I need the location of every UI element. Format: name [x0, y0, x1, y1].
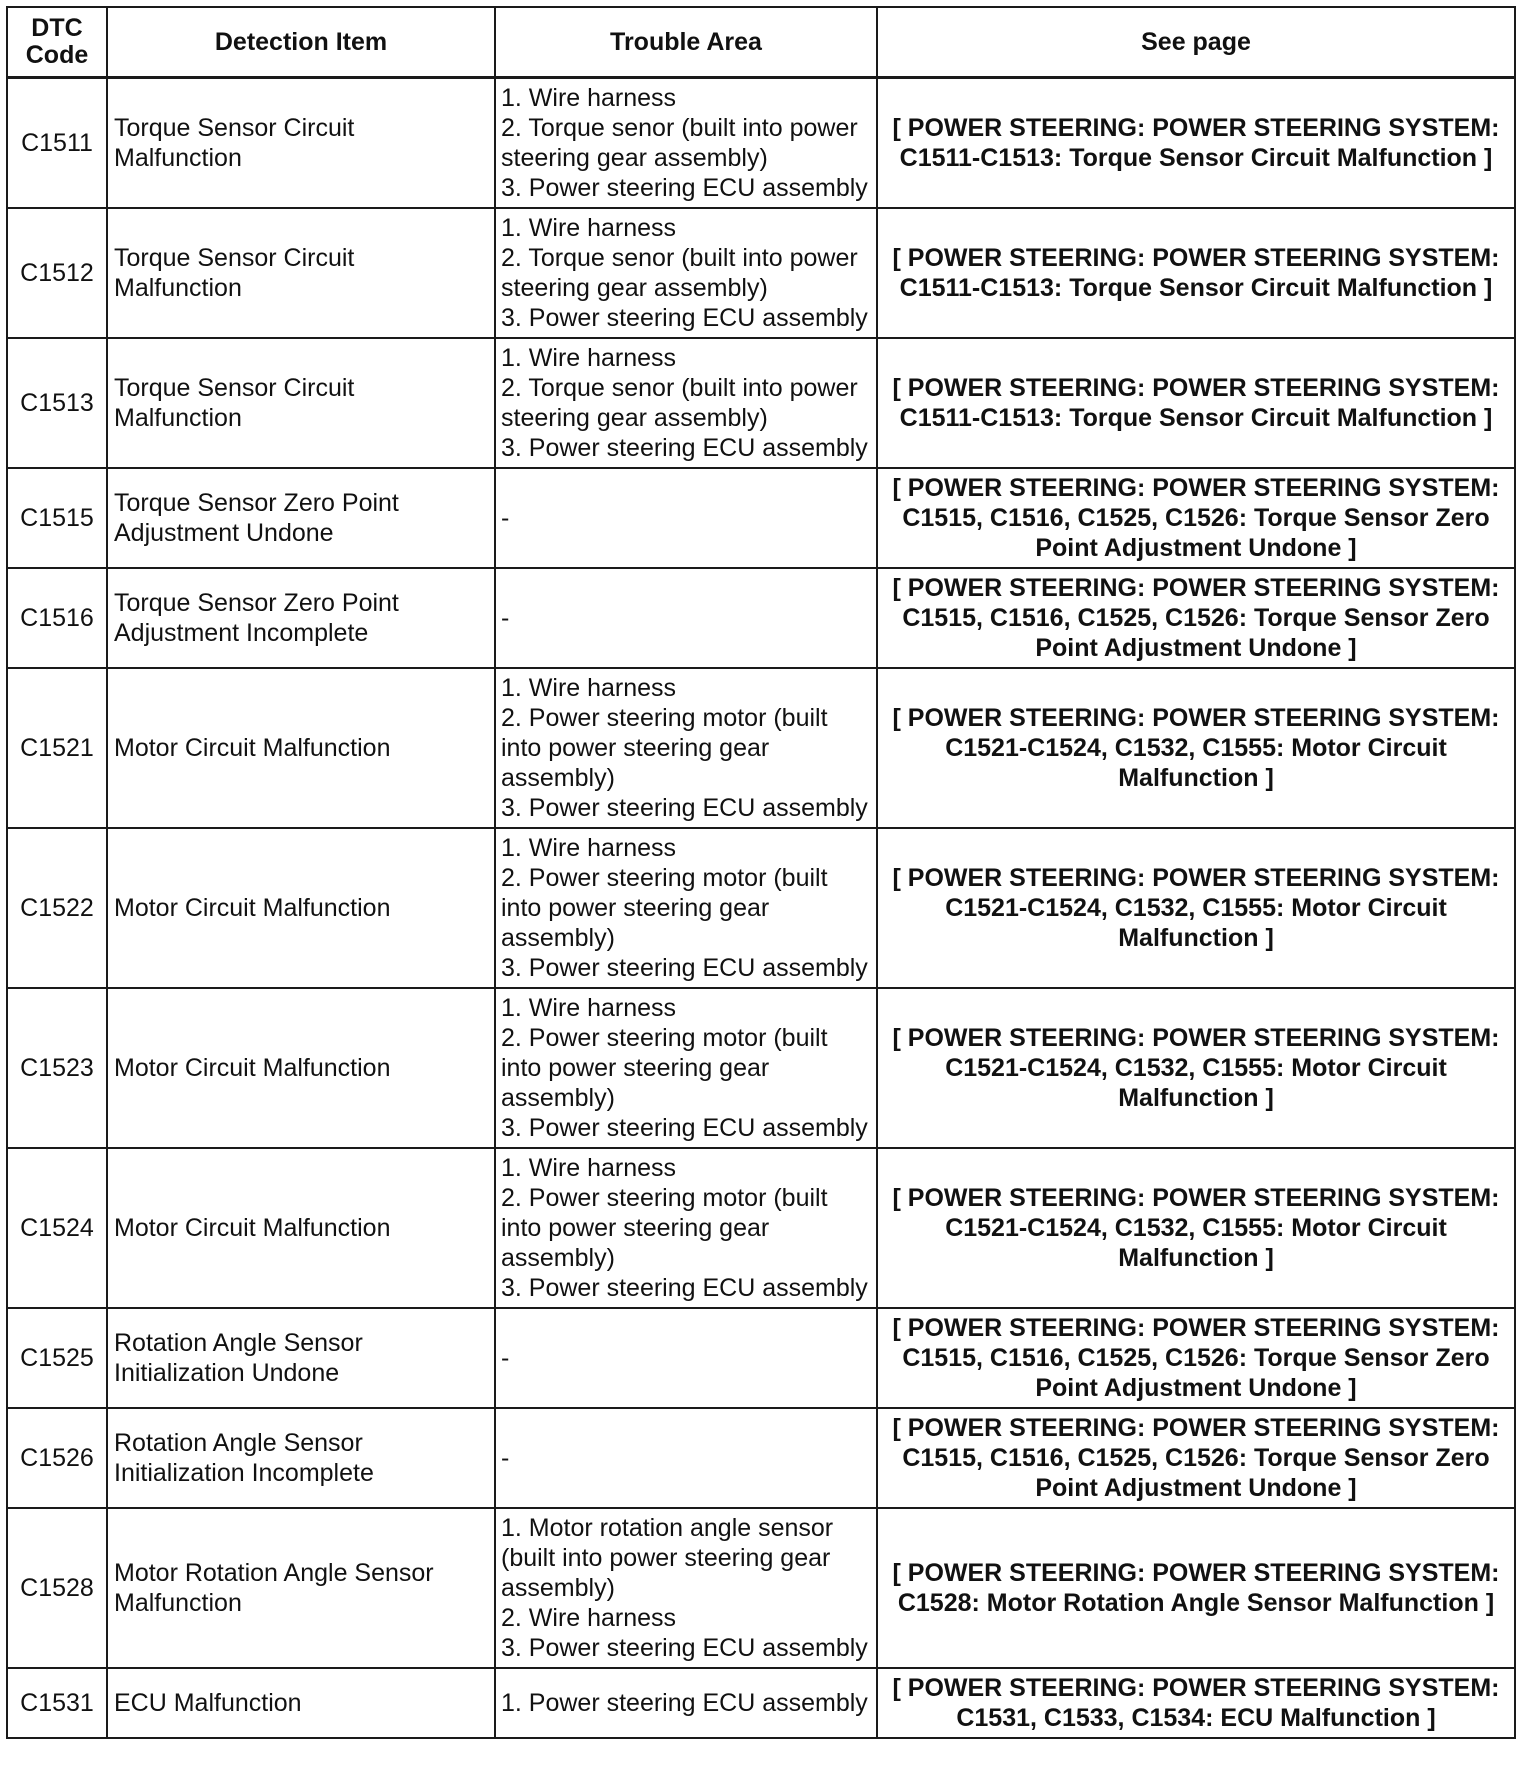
detection-item-cell: [107, 78, 495, 209]
see-page-line: Malfunction ]: [1118, 924, 1274, 952]
detection-item-line: Motor Circuit Malfunction: [114, 734, 391, 762]
trouble-area-line: (built into power steering gear: [501, 1544, 831, 1572]
detection-item-line: Malfunction: [114, 274, 242, 302]
see-page-line: Malfunction ]: [1118, 764, 1274, 792]
see-page-line: Malfunction ]: [1118, 1084, 1274, 1112]
dtc-code-cell: C1516: [7, 568, 107, 668]
see-page-line: C1521-C1524, C1532, C1555: Motor Circuit: [945, 894, 1447, 922]
detection-item-line: Torque Sensor Zero Point: [114, 489, 399, 517]
trouble-area-line: steering gear assembly): [501, 274, 768, 302]
see-page-line: [ POWER STEERING: POWER STEERING SYSTEM:: [892, 1314, 1500, 1342]
detection-item-line: Motor Circuit Malfunction: [114, 1214, 391, 1242]
table-row: [7, 468, 1515, 568]
table-row: [7, 1408, 1515, 1508]
dtc-code-cell: C1531: [7, 1668, 107, 1738]
detection-item-cell: [107, 468, 495, 568]
detection-item-cell: [107, 338, 495, 468]
header-dtc-code-line1: DTC: [31, 14, 83, 42]
dtc-code-cell: C1525: [7, 1308, 107, 1408]
dtc-code-cell: C1515: [7, 468, 107, 568]
trouble-area-cell: [495, 78, 877, 209]
table-row: [7, 568, 1515, 668]
see-page-line: [ POWER STEERING: POWER STEERING SYSTEM:: [892, 574, 1500, 602]
detection-item-line: Rotation Angle Sensor: [114, 1329, 363, 1357]
detection-item-cell: [107, 988, 495, 1148]
see-page-link[interactable]: [877, 468, 1515, 568]
trouble-area-line: 1. Wire harness: [501, 84, 677, 112]
trouble-area-line: into power steering gear: [501, 1214, 770, 1242]
trouble-area-line: 2. Torque senor (built into power: [501, 114, 858, 142]
dtc-code-cell: C1523: [7, 988, 107, 1148]
see-page-line: [ POWER STEERING: POWER STEERING SYSTEM:: [892, 244, 1500, 272]
trouble-area-cell: [495, 208, 877, 338]
detection-item-line: Malfunction: [114, 404, 242, 432]
dtc-code-cell: C1526: [7, 1408, 107, 1508]
see-page-link[interactable]: [877, 1668, 1515, 1738]
see-page-link[interactable]: [877, 668, 1515, 828]
trouble-area-line: 2. Torque senor (built into power: [501, 374, 858, 402]
detection-item-cell: [107, 828, 495, 988]
see-page-line: Point Adjustment Undone ]: [1035, 1374, 1357, 1402]
trouble-area-line: 3. Power steering ECU assembly: [501, 1114, 868, 1142]
see-page-line: [ POWER STEERING: POWER STEERING SYSTEM:: [892, 704, 1500, 732]
dtc-code-cell: C1512: [7, 208, 107, 338]
table-row: [7, 828, 1515, 988]
see-page-link[interactable]: [877, 1508, 1515, 1668]
detection-item-line: Adjustment Incomplete: [114, 619, 369, 647]
header-dtc-code-line2: Code: [25, 41, 89, 69]
see-page-line: [ POWER STEERING: POWER STEERING SYSTEM:: [892, 1559, 1500, 1587]
detection-item-line: Torque Sensor Zero Point: [114, 589, 399, 617]
table-row: [7, 338, 1515, 468]
trouble-area-line: 3. Power steering ECU assembly: [501, 434, 868, 462]
table-header-row: [7, 7, 1515, 78]
trouble-area-line: 2. Power steering motor (built: [501, 704, 828, 732]
header-detection-item: Detection Item: [107, 7, 495, 78]
see-page-line: [ POWER STEERING: POWER STEERING SYSTEM:: [892, 474, 1500, 502]
see-page-line: [ POWER STEERING: POWER STEERING SYSTEM:: [892, 1184, 1500, 1212]
detection-item-line: Initialization Undone: [114, 1359, 340, 1387]
dtc-table: [6, 6, 1516, 1739]
trouble-area-cell: [495, 338, 877, 468]
trouble-area-line: 2. Torque senor (built into power: [501, 244, 858, 272]
table-row: [7, 668, 1515, 828]
dtc-table-container: [6, 6, 1516, 1739]
trouble-area-line: steering gear assembly): [501, 144, 768, 172]
trouble-area-line: 2. Wire harness: [501, 1604, 677, 1632]
detection-item-line: Motor Circuit Malfunction: [114, 1054, 391, 1082]
trouble-area-line: 3. Power steering ECU assembly: [501, 794, 868, 822]
see-page-line: Point Adjustment Undone ]: [1035, 1474, 1357, 1502]
trouble-area-cell: [495, 668, 877, 828]
see-page-line: C1511-C1513: Torque Sensor Circuit Malfunction ]: [899, 404, 1493, 432]
detection-item-line: Malfunction: [114, 1589, 242, 1617]
detection-item-line: Torque Sensor Circuit: [114, 374, 355, 402]
trouble-area-line: 3. Power steering ECU assembly: [501, 954, 868, 982]
trouble-area-line: assembly): [501, 1244, 615, 1272]
see-page-link[interactable]: [877, 338, 1515, 468]
dtc-code-cell: C1528: [7, 1508, 107, 1668]
dtc-code-cell: C1513: [7, 338, 107, 468]
detection-item-line: Rotation Angle Sensor: [114, 1429, 363, 1457]
trouble-area-line: 1. Wire harness: [501, 834, 677, 862]
trouble-area-line: -: [501, 504, 510, 532]
trouble-area-line: 1. Motor rotation angle sensor: [501, 1514, 834, 1542]
see-page-line: Point Adjustment Undone ]: [1035, 634, 1357, 662]
see-page-link[interactable]: [877, 1408, 1515, 1508]
trouble-area-cell: [495, 828, 877, 988]
see-page-link[interactable]: [877, 1308, 1515, 1408]
detection-item-cell: [107, 668, 495, 828]
detection-item-cell: [107, 1308, 495, 1408]
see-page-line: C1515, C1516, C1525, C1526: Torque Sensor Zero: [902, 604, 1490, 632]
detection-item-cell: [107, 1408, 495, 1508]
detection-item-line: Initialization Incomplete: [114, 1459, 374, 1487]
trouble-area-cell: [495, 988, 877, 1148]
detection-item-line: ECU Malfunction: [114, 1689, 302, 1717]
header-trouble-area: Trouble Area: [495, 7, 877, 78]
see-page-link[interactable]: [877, 1148, 1515, 1308]
table-row: [7, 1308, 1515, 1408]
trouble-area-line: assembly): [501, 1574, 615, 1602]
trouble-area-line: 2. Power steering motor (built: [501, 1184, 828, 1212]
trouble-area-cell: [495, 1308, 877, 1408]
dtc-code-cell: C1521: [7, 668, 107, 828]
detection-item-line: Torque Sensor Circuit: [114, 244, 355, 272]
header-see-page: See page: [877, 7, 1515, 78]
see-page-line: [ POWER STEERING: POWER STEERING SYSTEM:: [892, 374, 1500, 402]
trouble-area-line: 1. Power steering ECU assembly: [501, 1689, 868, 1717]
trouble-area-line: 3. Power steering ECU assembly: [501, 174, 868, 202]
see-page-line: [ POWER STEERING: POWER STEERING SYSTEM:: [892, 1414, 1500, 1442]
trouble-area-cell: [495, 1148, 877, 1308]
detection-item-line: Motor Circuit Malfunction: [114, 894, 391, 922]
see-page-line: [ POWER STEERING: POWER STEERING SYSTEM:: [892, 114, 1500, 142]
detection-item-cell: [107, 1148, 495, 1308]
detection-item-line: Motor Rotation Angle Sensor: [114, 1559, 434, 1587]
see-page-line: C1521-C1524, C1532, C1555: Motor Circuit: [945, 1214, 1447, 1242]
trouble-area-line: 3. Power steering ECU assembly: [501, 1274, 868, 1302]
detection-item-line: Adjustment Undone: [114, 519, 334, 547]
see-page-line: C1515, C1516, C1525, C1526: Torque Sensor Zero: [902, 1444, 1490, 1472]
trouble-area-line: assembly): [501, 764, 615, 792]
see-page-line: [ POWER STEERING: POWER STEERING SYSTEM:: [892, 1674, 1500, 1702]
see-page-line: Malfunction ]: [1118, 1244, 1274, 1272]
see-page-line: C1515, C1516, C1525, C1526: Torque Sensor Zero: [902, 504, 1490, 532]
trouble-area-line: 2. Power steering motor (built: [501, 864, 828, 892]
table-row: [7, 1508, 1515, 1668]
table-row: [7, 1148, 1515, 1308]
trouble-area-line: 1. Wire harness: [501, 674, 677, 702]
detection-item-cell: [107, 1508, 495, 1668]
detection-item-line: Torque Sensor Circuit: [114, 114, 355, 142]
detection-item-line: Malfunction: [114, 144, 242, 172]
see-page-link[interactable]: [877, 78, 1515, 209]
trouble-area-line: 3. Power steering ECU assembly: [501, 1634, 868, 1662]
trouble-area-cell: [495, 568, 877, 668]
see-page-link[interactable]: [877, 988, 1515, 1148]
detection-item-cell: [107, 208, 495, 338]
dtc-code-cell: C1522: [7, 828, 107, 988]
trouble-area-line: -: [501, 1444, 510, 1472]
trouble-area-line: steering gear assembly): [501, 404, 768, 432]
trouble-area-line: -: [501, 604, 510, 632]
see-page-link[interactable]: [877, 828, 1515, 988]
dtc-code-cell: C1511: [7, 78, 107, 209]
trouble-area-line: 1. Wire harness: [501, 994, 677, 1022]
trouble-area-line: 2. Power steering motor (built: [501, 1024, 828, 1052]
header-dtc-code: [7, 7, 107, 78]
trouble-area-cell: [495, 1668, 877, 1738]
see-page-line: C1528: Motor Rotation Angle Sensor Malfunction ]: [897, 1589, 1495, 1617]
table-row: [7, 1668, 1515, 1738]
see-page-link[interactable]: [877, 208, 1515, 338]
trouble-area-cell: [495, 468, 877, 568]
trouble-area-line: 1. Wire harness: [501, 344, 677, 372]
see-page-line: C1521-C1524, C1532, C1555: Motor Circuit: [945, 734, 1447, 762]
table-row: [7, 208, 1515, 338]
detection-item-cell: [107, 1668, 495, 1738]
detection-item-cell: [107, 568, 495, 668]
dtc-code-cell: C1524: [7, 1148, 107, 1308]
see-page-line: C1531, C1533, C1534: ECU Malfunction ]: [956, 1704, 1436, 1732]
table-row: [7, 988, 1515, 1148]
see-page-link[interactable]: [877, 568, 1515, 668]
see-page-line: C1511-C1513: Torque Sensor Circuit Malfunction ]: [899, 144, 1493, 172]
trouble-area-line: -: [501, 1344, 510, 1372]
see-page-line: C1515, C1516, C1525, C1526: Torque Sensor Zero: [902, 1344, 1490, 1372]
table-row: [7, 78, 1515, 209]
trouble-area-line: 1. Wire harness: [501, 214, 677, 242]
trouble-area-line: into power steering gear: [501, 734, 770, 762]
see-page-line: C1511-C1513: Torque Sensor Circuit Malfunction ]: [899, 274, 1493, 302]
trouble-area-line: 1. Wire harness: [501, 1154, 677, 1182]
see-page-line: [ POWER STEERING: POWER STEERING SYSTEM:: [892, 864, 1500, 892]
see-page-line: Point Adjustment Undone ]: [1035, 534, 1357, 562]
trouble-area-cell: [495, 1408, 877, 1508]
trouble-area-cell: [495, 1508, 877, 1668]
see-page-line: [ POWER STEERING: POWER STEERING SYSTEM:: [892, 1024, 1500, 1052]
trouble-area-line: assembly): [501, 924, 615, 952]
trouble-area-line: 3. Power steering ECU assembly: [501, 304, 868, 332]
trouble-area-line: into power steering gear: [501, 894, 770, 922]
trouble-area-line: into power steering gear: [501, 1054, 770, 1082]
trouble-area-line: assembly): [501, 1084, 615, 1112]
see-page-line: C1521-C1524, C1532, C1555: Motor Circuit: [945, 1054, 1447, 1082]
